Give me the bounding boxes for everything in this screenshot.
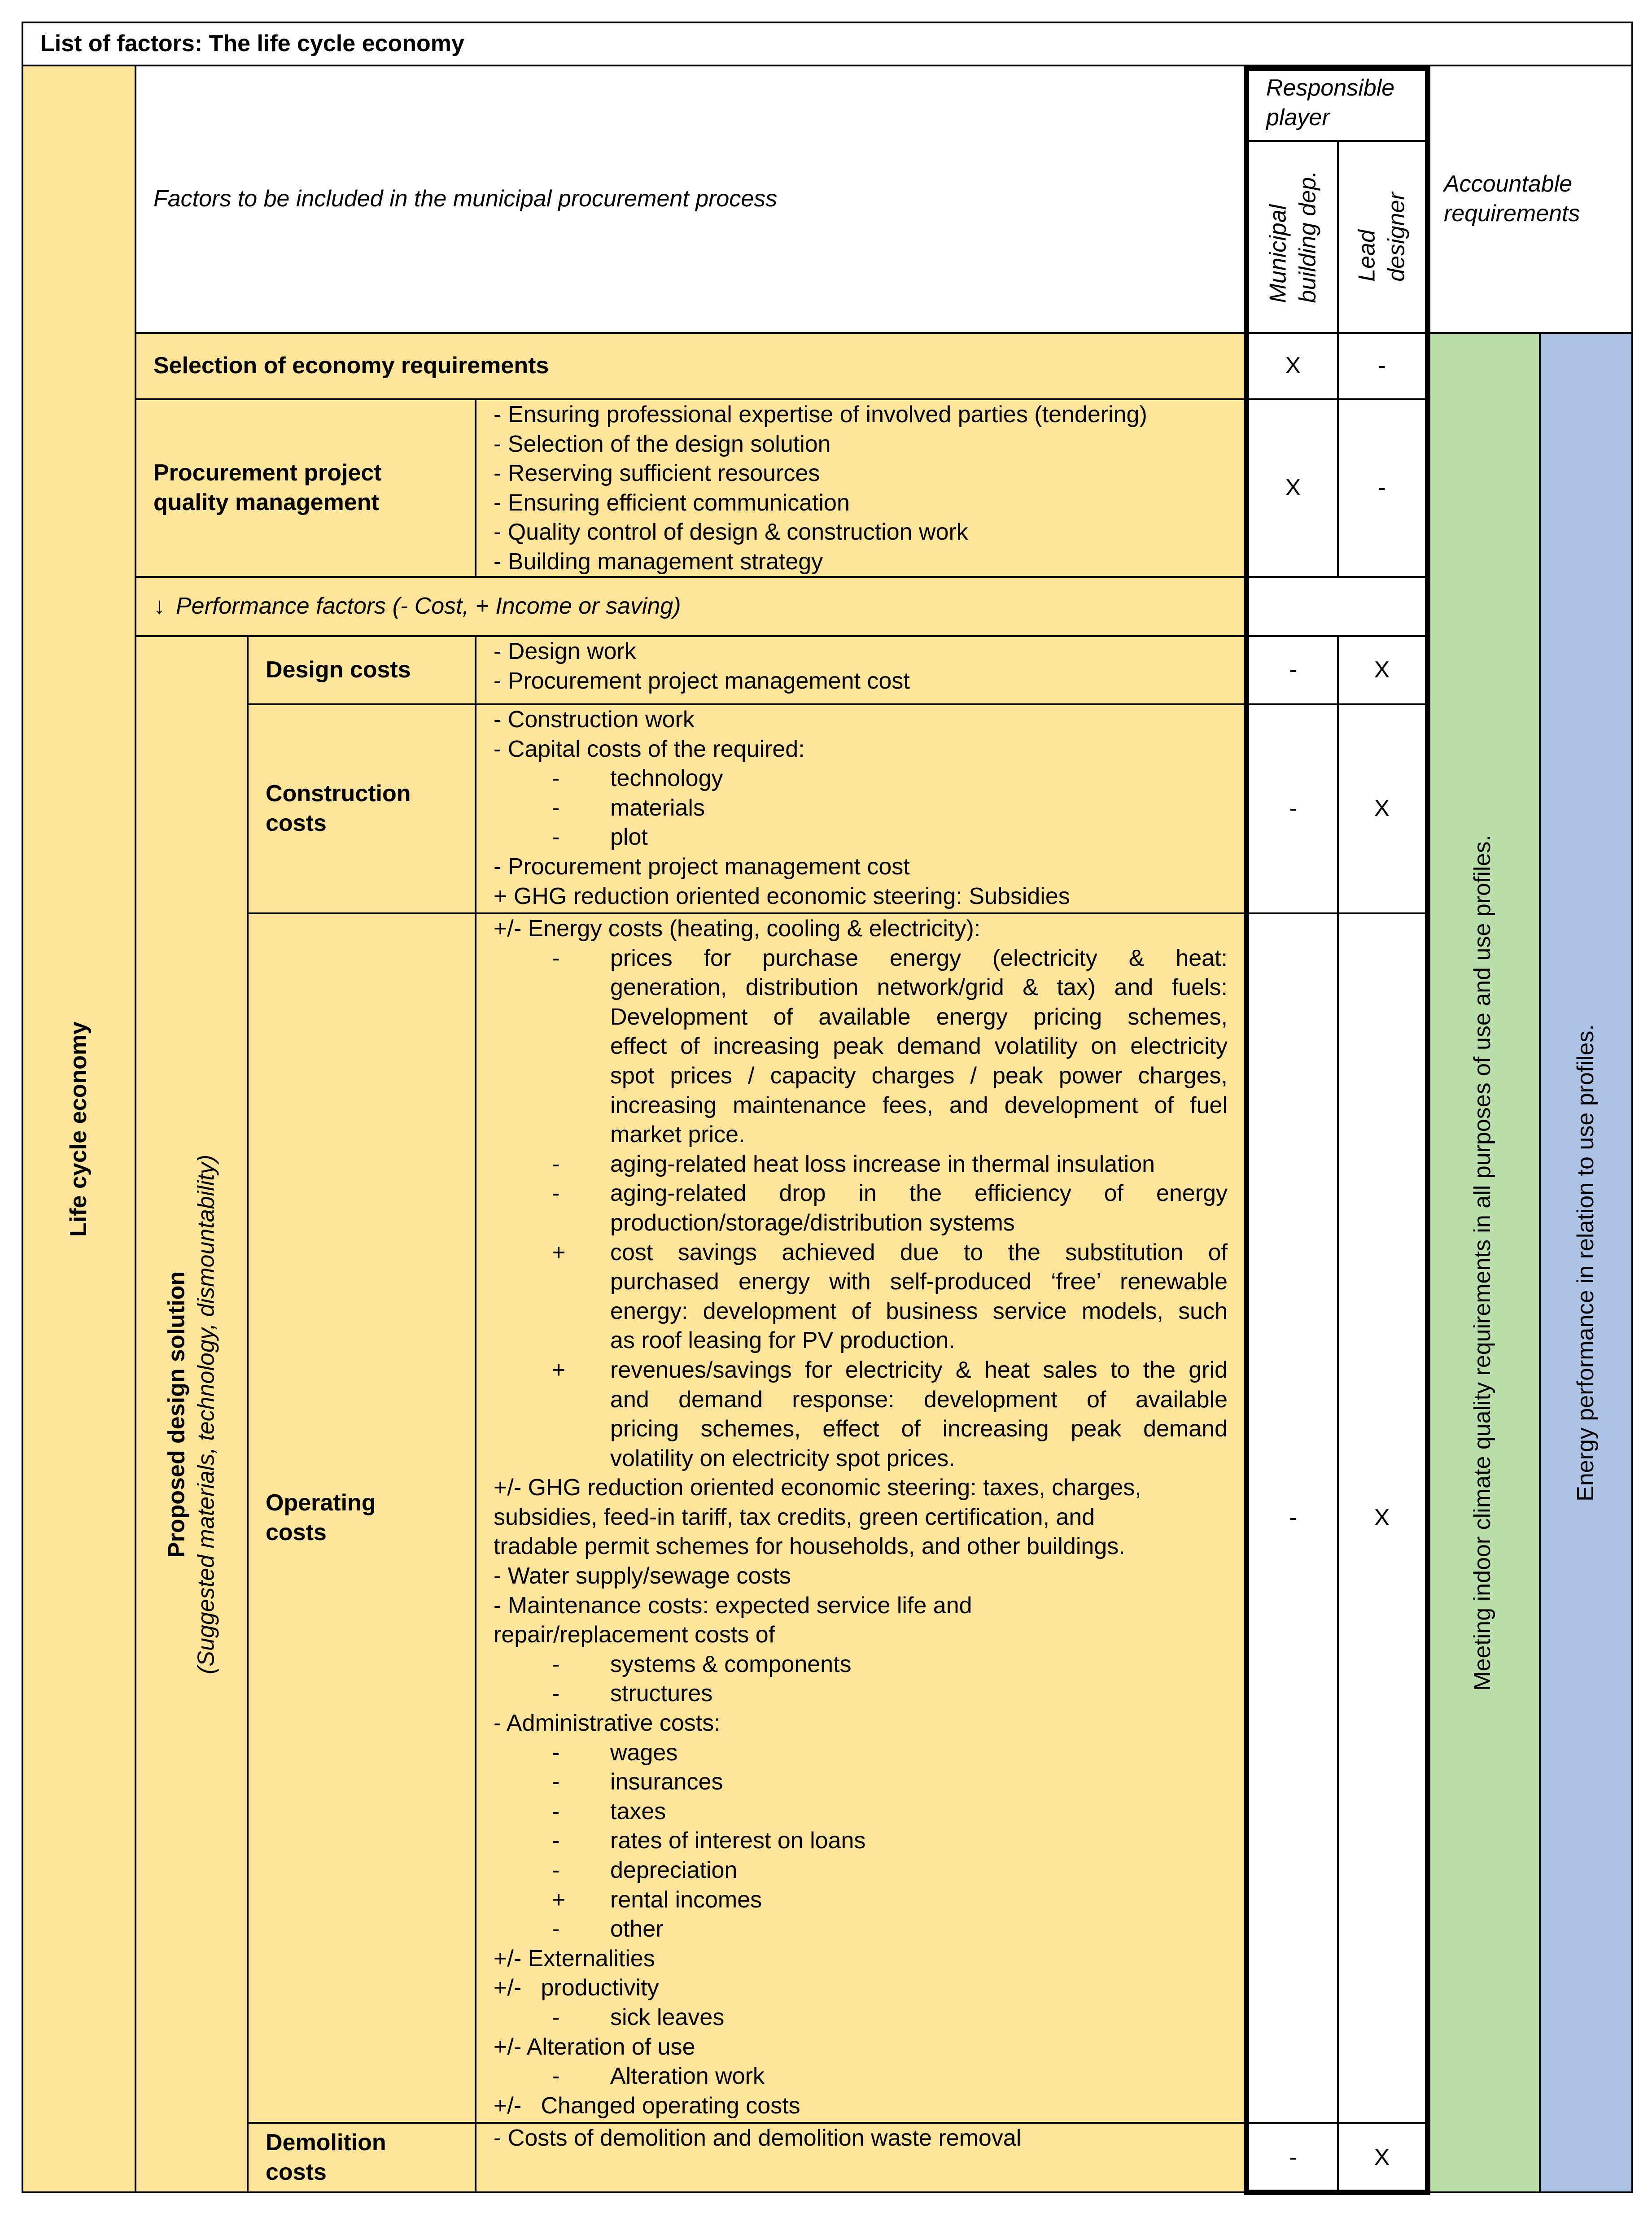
design-municipal xyxy=(1247,635,1339,705)
energy-item: - aging-related heat loss increase in thermal insulation xyxy=(552,1151,1155,1177)
demolition-municipal xyxy=(1247,2122,1339,2193)
operating-lead xyxy=(1337,912,1427,2124)
procurement-label-line1: Procurement project xyxy=(153,460,382,486)
operating-energy-head: +/- Energy costs (heating, cooling & electricity): xyxy=(494,916,981,942)
accountable-header-line2: requirements xyxy=(1444,201,1580,227)
design-item: - Design work xyxy=(494,638,636,664)
operating-ghg-line: subsidies, feed-in tariff, tax credits, green certification, and xyxy=(494,1504,1095,1530)
demolition-lead xyxy=(1337,2122,1427,2193)
selection-municipal-mark: X xyxy=(1285,353,1301,379)
procurement-item: - Selection of the design solution xyxy=(494,431,831,457)
side-label: Life cycle economy xyxy=(66,1021,92,1237)
construction-item: - Capital costs of the required: xyxy=(494,736,805,762)
maintenance-item: - structures xyxy=(552,1680,713,1707)
lead-header-line1: Lead xyxy=(1354,230,1380,282)
accountable-blue-column xyxy=(1539,332,1633,2193)
design-items xyxy=(475,635,1249,705)
construction-subitem: - plot xyxy=(552,824,648,851)
accountable-green-text: Meeting indoor climate quality requirements in all purposes of use and use profiles. xyxy=(1469,834,1496,1691)
design-lead xyxy=(1337,635,1427,705)
procurement-lead xyxy=(1337,398,1427,578)
selection-lead-mark: - xyxy=(1378,353,1386,379)
factors-header xyxy=(135,65,1249,334)
admin-item: - taxes xyxy=(552,1798,666,1824)
operating-label-line2: costs xyxy=(266,1519,327,1545)
demolition-municipal-mark: - xyxy=(1289,2144,1297,2170)
operating-water: - Water supply/sewage costs xyxy=(494,1563,791,1589)
operating-productivity: +/- productivity xyxy=(494,1975,659,2001)
procurement-municipal xyxy=(1247,398,1339,578)
accountable-header xyxy=(1425,65,1633,334)
procurement-lead-mark: - xyxy=(1378,475,1386,501)
construction-item: - Procurement project management cost xyxy=(494,853,910,880)
responsible-header-line1: Responsible xyxy=(1266,75,1395,101)
design-item: - Procurement project management cost xyxy=(494,668,910,694)
sick-item: - sick leaves xyxy=(552,2004,725,2030)
operating-ghg-line: tradable permit schemes for households, and other buildings. xyxy=(494,1533,1125,1560)
operating-maintenance-line: repair/replacement costs of xyxy=(494,1622,775,1648)
demolition-item: - Costs of demolition and demolition waste removal xyxy=(494,2125,1022,2151)
operating-maintenance-line: - Maintenance costs: expected service life and xyxy=(494,1592,972,1619)
operating-label-line1: Operating xyxy=(266,1490,376,1516)
operating-changed: +/- Changed operating costs xyxy=(494,2092,800,2119)
construction-item: + GHG reduction oriented economic steering: Subsidies xyxy=(494,883,1070,909)
admin-item: - insurances xyxy=(552,1769,723,1795)
admin-item: - wages xyxy=(552,1739,678,1766)
selection-label-cell xyxy=(135,332,1249,400)
design-municipal-mark: - xyxy=(1289,657,1297,683)
down-arrow-icon: ↓ xyxy=(153,593,165,620)
demolition-label-cell xyxy=(247,2122,476,2193)
operating-externalities: +/- Externalities xyxy=(494,1945,655,1972)
admin-item: - depreciation xyxy=(552,1857,738,1883)
procurement-item: - Ensuring efficient communication xyxy=(494,489,850,516)
energy-item: + cost savings achieved due to the substitution of xyxy=(552,1239,1228,1266)
procurement-item: - Quality control of design & construction work xyxy=(494,519,968,546)
municipal-header-line2: building dep. xyxy=(1294,170,1320,303)
selection-label: Selection of economy requirements xyxy=(153,353,549,379)
procurement-item: - Ensuring professional expertise of involved parties (tendering) xyxy=(494,402,1147,428)
construction-lead-mark: X xyxy=(1374,795,1390,822)
proposed-sublabel: (Suggested materials, technology, dismountability) xyxy=(193,1154,219,1674)
municipal-header-line1: Municipal xyxy=(1265,204,1291,303)
lead-header xyxy=(1337,140,1427,334)
operating-ghg-line: +/- GHG reduction oriented economic steering: taxes, charges, xyxy=(494,1475,1141,1501)
energy-item: + revenues/savings for electricity & heat sales to the grid xyxy=(552,1357,1228,1383)
procurement-municipal-mark: X xyxy=(1285,475,1301,501)
operating-municipal-mark: - xyxy=(1289,1505,1297,1531)
maintenance-item: - systems & components xyxy=(552,1651,852,1677)
construction-label-line1: Construction xyxy=(266,781,411,807)
demolition-items xyxy=(475,2122,1249,2193)
performance-empty-cell xyxy=(1247,576,1427,637)
construction-municipal xyxy=(1247,703,1339,914)
procurement-items xyxy=(475,398,1249,578)
construction-subitem: - technology xyxy=(552,765,723,792)
admin-item: - rates of interest on loans xyxy=(552,1828,866,1854)
construction-item: - Construction work xyxy=(494,707,695,733)
alteration-item: - Alteration work xyxy=(552,2063,765,2090)
accountable-green-column xyxy=(1425,332,1541,2193)
demolition-lead-mark: X xyxy=(1374,2144,1390,2170)
procurement-label-cell xyxy=(135,398,476,578)
operating-alteration: +/- Alteration of use xyxy=(494,2034,695,2060)
operating-municipal xyxy=(1247,912,1339,2124)
operating-label-cell xyxy=(247,912,476,2124)
demolition-label-line2: costs xyxy=(266,2159,327,2185)
accountable-header-line1: Accountable xyxy=(1444,171,1573,197)
title-text: List of factors: The life cycle economy xyxy=(40,31,464,57)
proposed-label: Proposed design solution xyxy=(163,1271,190,1558)
performance-label: Performance factors (- Cost, + Income or saving) xyxy=(176,593,681,620)
construction-subitem: - materials xyxy=(552,794,705,821)
table-title xyxy=(22,22,1633,66)
design-label-cell xyxy=(247,635,476,705)
proposed-cell xyxy=(135,635,249,2193)
construction-lead xyxy=(1337,703,1427,914)
responsible-header-line2: player xyxy=(1266,104,1330,131)
construction-items xyxy=(475,703,1249,914)
construction-label-line2: costs xyxy=(266,810,327,836)
admin-item: - other xyxy=(552,1916,664,1942)
procurement-item: - Reserving sufficient resources xyxy=(494,460,820,487)
side-label-cell xyxy=(22,65,136,2193)
municipal-header xyxy=(1247,140,1339,334)
selection-lead xyxy=(1337,332,1427,400)
construction-municipal-mark: - xyxy=(1289,795,1297,822)
operating-lead-mark: X xyxy=(1374,1505,1390,1531)
construction-label-cell xyxy=(247,703,476,914)
operating-items: +/- Energy costs (heating, cooling & electricity): - prices for purchase energy (electricity & heat: generation, distribution network/grid & tax) and fuels: Development of available energy pricing schemes, effect of increasing peak demand volatility on electricity spot prices / capacity charges / peak power charges, increasing maintenance fees, and development of fuel market price. - aging-related heat loss increase in thermal insulation - aging-related drop in the efficiency of energy production/storage/distribution systems + cost savings achieved due to the substitution of purchased energy with self-produced ‘free’ renewable energy: development of business service models, such as roof leasing for PV production. + revenues/savings for electricity & heat sales to the grid and demand response: development of available pricing schemes, effect of increasing peak demand volatility on electricity spot prices. +/- GHG reduction oriented economic steering: taxes, charges, subsidies, feed-in tariff, tax credits, green certification, and tradable permit schemes for households, and other buildings. - Water supply/sewage costs - Maintenance costs: expected service life and repair/replacement costs of - systems & components - structures - Administrative costs: - wages - insurances - taxes - rates of interest on loans - depreciation + rental incomes - other +/- Externalities +/- productivity - sick leaves +/- Alteration of use - Alteration work +/- Changed operating costs xyxy=(475,912,1249,2124)
procurement-label-line2: quality management xyxy=(153,489,379,515)
energy-item: - aging-related drop in the efficiency of energy xyxy=(552,1180,1228,1207)
demolition-label-line1: Demolition xyxy=(266,2129,386,2156)
responsible-header xyxy=(1247,65,1427,142)
operating-admin-head: - Administrative costs: xyxy=(494,1710,721,1737)
admin-item: + rental incomes xyxy=(552,1886,762,1913)
procurement-item: - Building management strategy xyxy=(494,548,823,575)
design-lead-mark: X xyxy=(1374,657,1390,683)
accountable-blue-text: Energy performance in relation to use profiles. xyxy=(1573,1024,1599,1501)
factors-header-text: Factors to be included in the municipal procurement process xyxy=(153,186,778,212)
selection-municipal xyxy=(1247,332,1339,400)
performance-row xyxy=(135,576,1249,637)
lead-header-line2: designer xyxy=(1383,192,1409,282)
design-label: Design costs xyxy=(266,657,411,683)
energy-item: - prices for purchase energy (electricity & heat: xyxy=(552,945,1228,971)
